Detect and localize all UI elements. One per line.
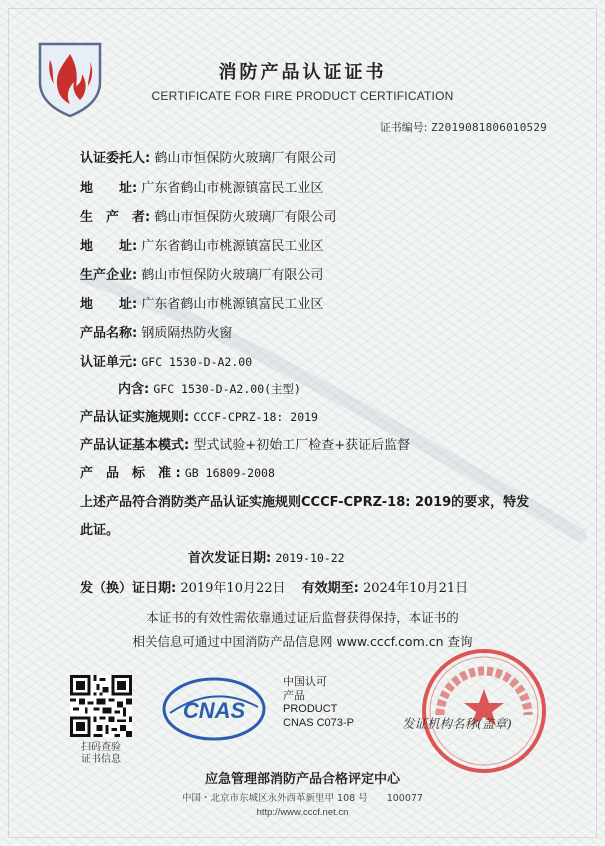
cnas-logo-icon xyxy=(160,673,268,745)
factory-value: 鹤山市恒保防火玻璃厂有限公司 xyxy=(141,268,324,283)
cert-rule-label: 产品认证实施规则: xyxy=(80,410,190,425)
contains-value: GFC 1530-D-A2.00(主型) xyxy=(153,382,301,396)
qr-code-icon[interactable] xyxy=(70,675,132,737)
valid-until-label: 有效期至: xyxy=(301,581,359,596)
client-address-label: 地 址: xyxy=(80,181,138,196)
row-product-standard xyxy=(80,462,275,481)
cert-mode-label: 产品认证基本模式: xyxy=(80,438,190,453)
cnas-accreditation-text xyxy=(283,676,354,730)
product-name-label: 产品名称: xyxy=(80,326,138,341)
declaration-text: 上述产品符合消防类产品认证实施规则CCCF-CPRZ-18: 2019的要求，特发此证。 xyxy=(80,495,530,538)
footer-organization: 应急管理部消防产品合格评定中心 xyxy=(204,772,400,787)
producer-label: 生 产 者: xyxy=(80,210,151,225)
cnas-line-3: PRODUCT xyxy=(283,703,338,715)
product-standard-value: GB 16809-2008 xyxy=(184,466,275,480)
cert-no-label: 证书编号: xyxy=(379,121,428,134)
client-address-value: 广东省鹤山市桃源镇富民工业区 xyxy=(141,181,324,196)
factory-address-value: 广东省鹤山市桃源镇富民工业区 xyxy=(141,297,324,312)
row-cert-unit xyxy=(80,351,252,370)
row-producer-address xyxy=(80,235,323,254)
footer-website-link[interactable]: http://www.cccf.net.cn xyxy=(256,807,349,818)
client-value: 鹤山市恒保防火玻璃厂有限公司 xyxy=(154,151,337,166)
producer-address-value: 广东省鹤山市桃源镇富民工业区 xyxy=(141,239,324,254)
valid-until-value: 2024年10月21日 xyxy=(363,581,469,596)
cert-rule-value: CCCF-CPRZ-18: 2019 xyxy=(193,410,318,424)
cert-mode-value: 型式试验+初始工厂检查+获证后监督 xyxy=(193,438,411,453)
cert-unit-label: 认证单元: xyxy=(80,355,138,370)
product-name-value: 钢质隔热防火窗 xyxy=(141,326,233,341)
first-issue-value: 2019-10-22 xyxy=(275,551,345,565)
factory-address-label: 地 址: xyxy=(80,297,138,312)
cnas-line-4: CNAS C073-P xyxy=(283,716,354,729)
title-chinese: 消防产品认证证书 xyxy=(218,62,387,83)
row-cert-mode xyxy=(80,434,410,453)
row-issue-dates xyxy=(80,577,468,596)
row-contains xyxy=(118,378,301,397)
qr-caption-line-1: 扫码查验 xyxy=(81,742,121,753)
issuer-name-stamp: 发证机构名称(盖章) xyxy=(402,716,512,731)
cnas-logo-text: CNAS xyxy=(182,698,246,723)
cert-unit-value: GFC 1530-D-A2.00 xyxy=(141,355,253,369)
producer-address-label: 地 址: xyxy=(80,239,138,254)
row-first-issue-date xyxy=(188,547,345,566)
notice-line-2: 相关信息可通过中国消防产品信息网 www.cccf.com.cn 查询 xyxy=(132,634,473,649)
row-product-name xyxy=(80,322,232,341)
first-issue-label: 首次发证日期: xyxy=(188,551,272,566)
issue-date-label: 发（换）证日期: xyxy=(80,581,177,596)
client-label: 认证委托人: xyxy=(80,151,151,166)
cnas-line-1: 中国认可 xyxy=(283,676,327,688)
row-factory-address xyxy=(80,293,323,312)
row-cert-rule xyxy=(80,406,318,425)
row-client-address xyxy=(80,177,323,196)
title-english: CERTIFICATE FOR FIRE PRODUCT CERTIFICATION xyxy=(151,89,454,103)
product-standard-label: 产 品 标 准 : xyxy=(80,466,181,481)
footer-address: 中国・北京市东城区永外西革新里甲 108 号 100077 xyxy=(182,793,423,804)
official-seal-icon xyxy=(418,645,550,777)
row-factory xyxy=(80,264,323,283)
row-client xyxy=(80,147,336,166)
notice-line-1: 本证书的有效性需依靠通过证后监督获得保持，本证书的 xyxy=(146,610,459,625)
producer-value: 鹤山市恒保防火玻璃厂有限公司 xyxy=(154,210,337,225)
issue-date-value: 2019年10月22日 xyxy=(180,581,286,596)
factory-label: 生产企业: xyxy=(80,268,138,283)
qr-caption-line-2: 证书信息 xyxy=(81,754,121,765)
cnas-line-2: 产品 xyxy=(283,689,305,702)
row-producer xyxy=(80,206,336,225)
certificate-number xyxy=(380,119,547,135)
contains-label: 内含: xyxy=(118,382,150,397)
qr-caption xyxy=(70,742,132,766)
cert-no-value: Z2019081806010529 xyxy=(431,121,547,134)
